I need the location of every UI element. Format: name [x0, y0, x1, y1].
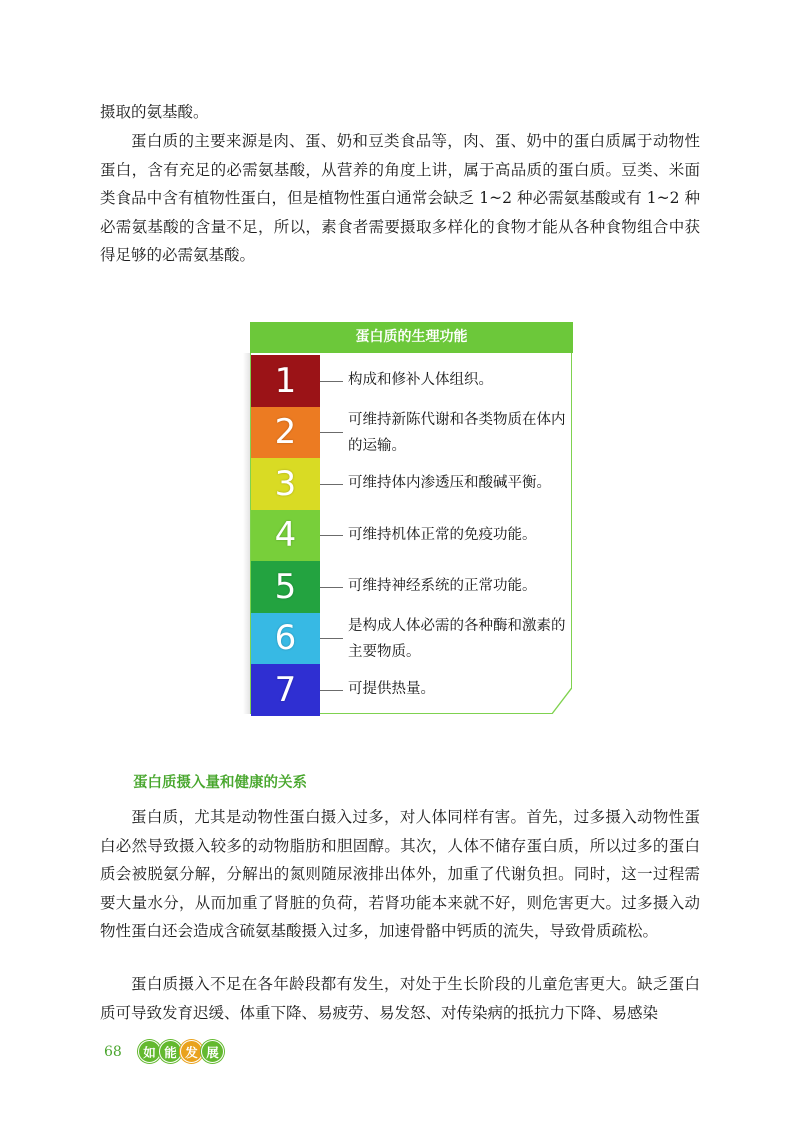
paragraph-protein-deficiency: 蛋白质摄入不足在各年龄段都有发生，对处于生长阶段的儿童危害更大。缺乏蛋白质可导致发育迟缓、体重下降、易疲劳、易发怒、对传染病的抵抗力下降、易感染 — [100, 975, 700, 1022]
section-title: 蛋白质摄入量和健康的关系 — [133, 775, 307, 791]
connector-line — [320, 587, 343, 588]
function-number-block: 6 — [251, 613, 320, 665]
infographic-shadow — [243, 353, 251, 714]
infographic-title: 蛋白质的生理功能 — [250, 322, 573, 353]
logo-char: 如 — [138, 1040, 161, 1063]
function-description: 可维持体内渗透压和酸碱平衡。 — [348, 475, 551, 491]
connector-line — [320, 690, 343, 691]
function-description: 可维持神经系统的正常功能。 — [348, 578, 537, 594]
paragraph-excess-protein: 蛋白质，尤其是动物性蛋白摄入过多，对人体同样有害。首先，过多摄入动物性蛋白必然导致摄入较多的动物脂肪和胆固醇。其次，人体不储存蛋白质，所以过多的蛋白质会被脱氨分解，分解出的氮则随尿液排出体外，加重了代谢负担。同时，这一过程需要大量水分，从而加重了肾脏的负荷，若肾功能本来就不好，则危害更大。过多摄入动物性蛋白还会造成含硫氨基酸摄入过多，加速骨骼中钙质的流失，导致骨质疏松。 — [100, 808, 700, 940]
function-number-block: 4 — [251, 510, 320, 562]
function-number-block: 7 — [251, 664, 320, 716]
connector-line — [320, 535, 343, 536]
connector-line — [320, 381, 343, 382]
function-number-block: 3 — [251, 458, 320, 510]
logo-char: 发 — [180, 1040, 203, 1063]
page-number: 68 — [104, 1044, 122, 1060]
book-logo — [138, 1040, 222, 1064]
function-number-block: 2 — [251, 407, 320, 459]
function-description: 是构成人体必需的各种酶和激素的主要物质。 — [348, 617, 566, 660]
connector-line — [320, 432, 343, 433]
logo-char: 展 — [201, 1040, 224, 1063]
protein-functions-infographic — [243, 322, 573, 714]
function-number-block: 1 — [251, 355, 320, 407]
function-description: 可维持新陈代谢和各类物质在体内的运输。 — [348, 411, 566, 454]
connector-line — [320, 484, 343, 485]
function-description: 可提供热量。 — [348, 681, 435, 697]
function-number-block: 5 — [251, 561, 320, 613]
function-description: 可维持机体正常的免疫功能。 — [348, 526, 537, 543]
logo-char: 能 — [159, 1040, 182, 1063]
connector-line — [320, 638, 343, 639]
paragraph-protein-sources: 蛋白质的主要来源是肉、蛋、奶和豆类食品等，肉、蛋、奶中的蛋白质属于动物性蛋白，含有充足的必需氨基酸，从营养的角度上讲，属于高品质的蛋白质。豆类、米面类食品中含有植物性蛋白，但是植物性蛋白通常会缺乏 1~2 种必需氨基酸或有 1~2 种必需氨基酸的含量不足，所以，素食者需要摄取多样化的食物才能从各种食物组合中获得足够的必需氨基酸。 — [100, 132, 700, 264]
paragraph-continuation: 摄取的氨基酸。 — [100, 103, 209, 121]
function-description: 构成和修补人体组织。 — [348, 372, 493, 388]
